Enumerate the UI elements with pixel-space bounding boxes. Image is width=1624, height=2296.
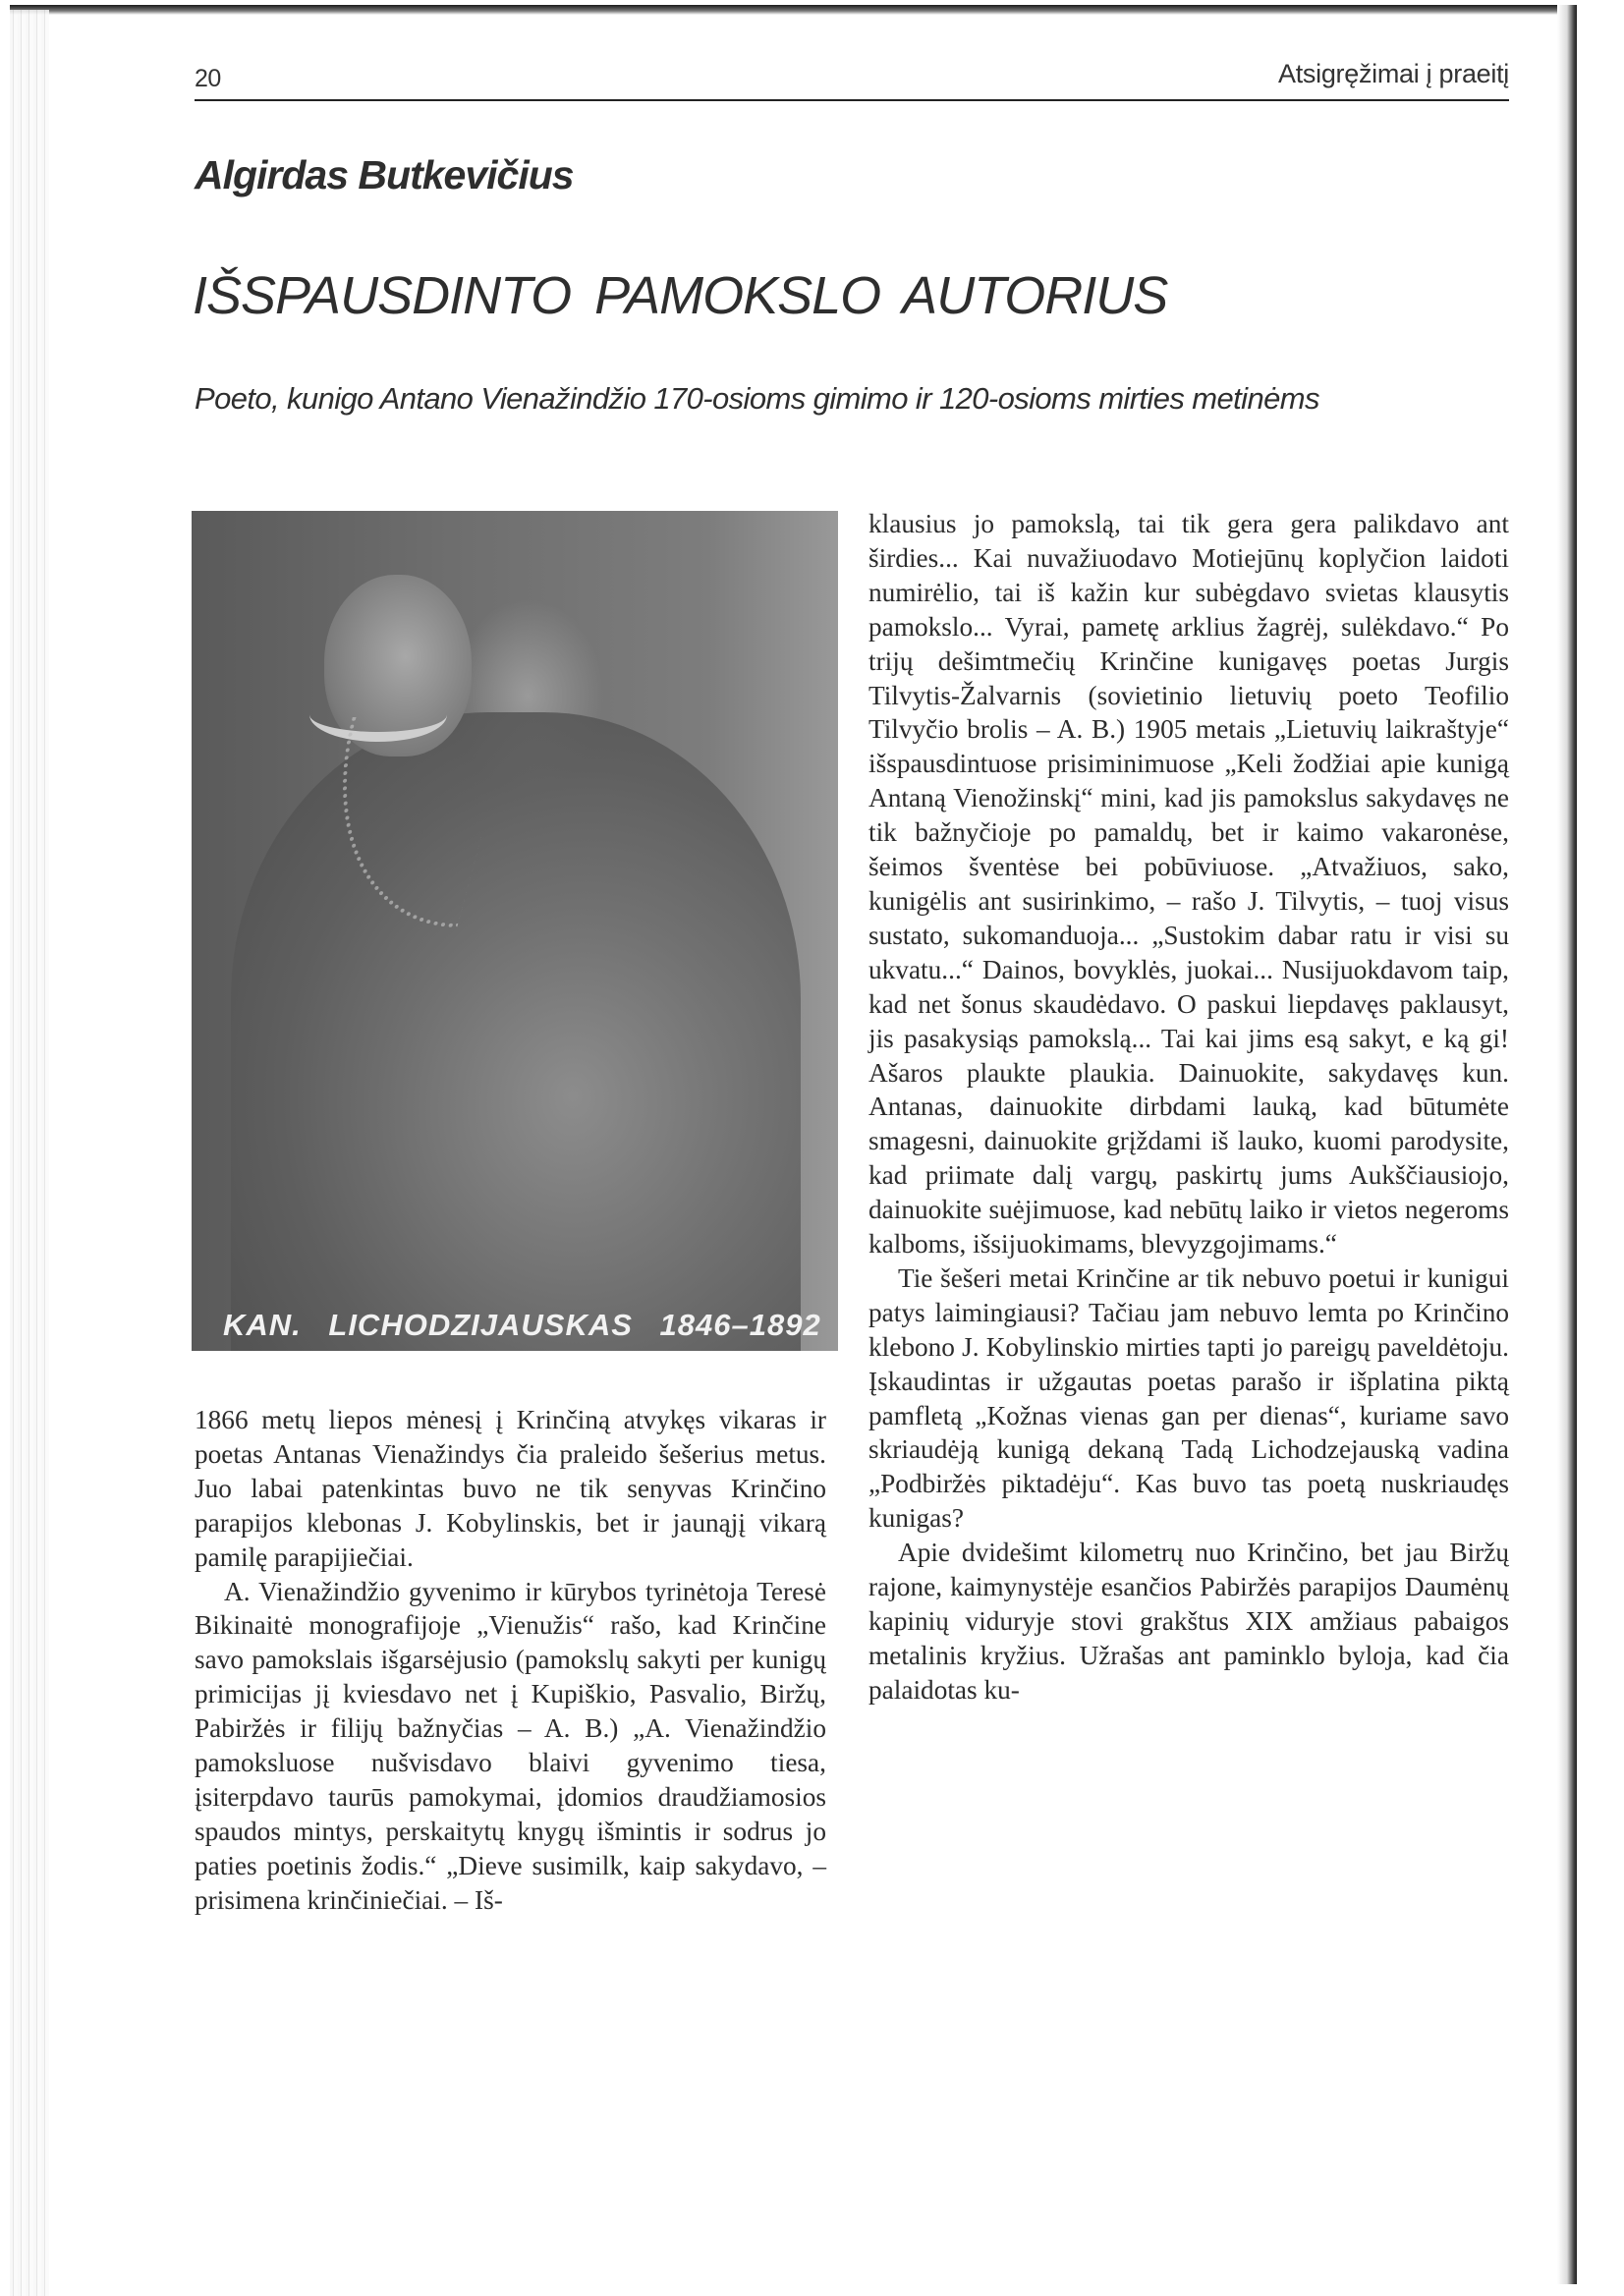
section-title: Atsigręžimai į praeitį xyxy=(1278,59,1509,88)
paragraph: Tie šešeri metai Krinčine ar tik nebuvo poetui ir kunigui patys laimingiausi? Tačiau jam nebuvo lemta po Krinčino klebono J. Kobylinskio mirties tapti jo pareigų paveldėtoju. Įskaudintas ir užgautas poetas parašo ir išplatina piktą pamfletą „Kožnas vienas gan per dienas“, kuriame savo skriaudėją kunigą dekaną Tadą Lichodzejauską vadina „Podbiržės piktadėju“. Kas buvo tas poetą nuskriaudęs kunigas? xyxy=(868,1262,1509,1534)
header-divider xyxy=(195,99,1509,101)
paragraph: klausius jo pamokslą, tai tik gera gera palikdavo ant širdies... Kai nuvažiuodavo Motiejūnų koplyčion laidoti numirėlio, tai iš kažin kur subėgdavo svietas klausytis pamokslo... Vyrai, pametę arklius žagrėj, sulėkdavo.“ Po trijų dešimtmečių Krinčine kunigavęs poetas Jurgis Tilvytis-Žalvarnis (sovietinio lietuvių poeto Teofilio Tilvyčio brolis – A. B.) 1905 metais „Lietuvių laikraštyje“ išspausdintuose prisiminimuose „Keli žodžiai apie kunigą Antaną Vienožinskį“ mini, kad jis pamokslus sakydavęs ne tik bažnyčioje po pamaldų, bet ir kaimo vakaronėse, šeimos šventėse bei pobūviuose. „Atvažiuos, sako, kunigėlis ant susirinkimo, – rašo J. Tilvytis, – tuoj visus sustato, sukomanduoja... „Sustokim dabar ratu ir visi su ukvatu...“ Dainos, bovyklės, juokai... Nusijuokdavom taip, kad net šonus skaudėdavo. O paskui liepdavęs paklausyt, jis pasakysiąs pamokslą... Tai kai jims esą sakyt, e ką gi! Ašaros plaukte plaukia. Dainuokite, sakydavęs kun. Antanas, dainuokite dirbdami lauką, kad būtumėte smagesni, dainuokite grįždami iš lauko, kuomi parodysite, kad priimate dalį vargų, paskirtų jums Aukščiausiojo, dainuokite suėjimuose, kad nebūtų laiko ir vietos negeroms kalboms, išsijuokimams, blevyzgojimams.“ xyxy=(868,509,1509,1260)
paragraph: 1866 metų liepos mėnesį į Krinčiną atvykęs vikaras ir poetas Antanas Vienažindys čia praleido šešerius metus. Juo labai patenkintas buvo ne tik senyvas Krinčino parapijos klebonas J. Kobylinskis, bet ir jaunąjį vikarą pamilę parapijiečiai. xyxy=(195,1405,826,1572)
left-column xyxy=(195,1403,826,1918)
scan-left-edge xyxy=(10,10,49,2296)
running-header xyxy=(195,59,1509,100)
portrait-caption: KAN. LICHODZIJAUSKAS 1846–1892 xyxy=(223,1308,821,1342)
right-column xyxy=(868,507,1509,1708)
scan-top-edge xyxy=(10,5,1574,15)
page-number: 20 xyxy=(195,65,221,92)
scan-margin xyxy=(1577,0,1624,2296)
article-title: IŠSPAUSDINTO PAMOKSLO AUTORIUS xyxy=(193,266,1168,325)
portrait-body xyxy=(231,712,801,1351)
article-subtitle: Poeto, kunigo Antano Vienažindžio 170-osioms gimimo ir 120-osioms mirties metinėms xyxy=(195,381,1319,416)
paragraph: A. Vienažindžio gyvenimo ir kūrybos tyrinėtoja Teresė Bikinaitė monografijoje „Vienužis“ rašo, kad Krinčine savo pamokslais išgarsėjusio (pamokslų sakyti per kunigų primicijas jį kviesdavo net į Kupiškio, Pasvalio, Biržų, Pabiržės ir filijų bažnyčias – A. B.) „A. Vienažindžio pamoksluose nušvisdavo blaivi gyvenimo tiesa, įsiterpdavo taurūs pamokymai, įdomios draudžiamosios spaudos mintys, perskaitytų knygų išmintis ir sodrus jo paties poetinis žodis.“ „Dieve susimilk, kaip sakydavo, – prisimena krinčiniečiai. – Iš- xyxy=(195,1576,826,1915)
scan-right-edge xyxy=(1557,5,1577,2284)
portrait-figure xyxy=(192,511,838,1351)
paragraph: Apie dvidešimt kilometrų nuo Krinčino, bet jau Biržų rajone, kaimynystėje esančios Pabiržės parapijos Daumėnų kapinių viduryje stovi grakštus XIX amžiaus pabaigos metalinis kryžius. Užrašas ant paminklo byloja, kad čia palaidotas ku- xyxy=(868,1538,1509,1705)
article-author: Algirdas Butkevičius xyxy=(195,152,574,197)
